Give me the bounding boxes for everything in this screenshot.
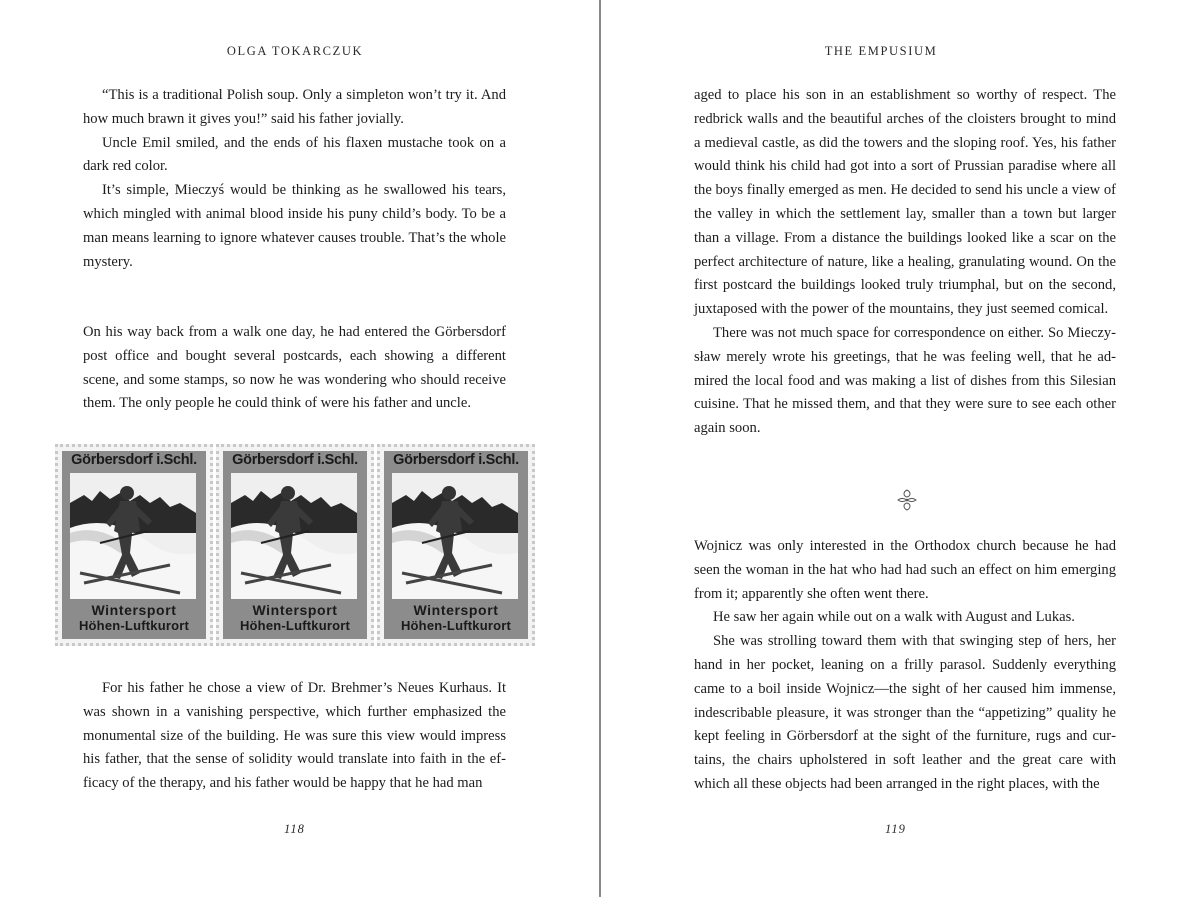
running-head-title: THE EMPUSIUM <box>824 44 938 58</box>
stamp-caption-line: Höhen-Luftkurort <box>400 618 512 633</box>
running-head-author: OLGA TOKARCZUK <box>226 44 364 58</box>
poster-stamps-strip <box>55 444 535 646</box>
paragraph: Uncle Emil smiled, and the ends of his flaxen mustache took on a dark red color. <box>83 134 506 175</box>
paragraph: She was strolling toward them with that swinging step of hers, her hand in her pocket, leaning on a frilly parasol. Suddenly everything came to a boil inside Wojnicz—the sight of her caused him immense, indescribable pleasure, it was stronger than the “appetizing” quality he kept feeling in Görbersdorf at the sight of the furniture, rugs and curtains, the chairs upholstered in soft leather and the great care with which all these objects had been arranged in the right places, with the <box>694 633 1116 792</box>
left-middle-text <box>83 321 506 416</box>
paragraph: He saw her again while out on a walk with August and Lukas. <box>713 609 1075 626</box>
right-top-text <box>694 84 1116 441</box>
stamp-top-text: Görbersdorf i.Schl. <box>232 452 358 468</box>
left-top-text <box>83 84 506 274</box>
paragraph: For his father he chose a view of Dr. Brehmer’s Neues Kurhaus. It was shown in a vanishing perspective, which further emphasized the monumental size of the building. He was sure this view would impress his father, that the sense of solidity would translate into faith in the efficacy of the therapy, and his father would be happy that he had man <box>83 680 506 792</box>
page-number: 119 <box>885 822 906 836</box>
poster-stamp <box>216 444 374 646</box>
right-page <box>601 0 1200 897</box>
stamp-caption-line: Wintersport <box>91 602 177 618</box>
paragraph: Wojnicz was only interested in the Orthodox church because he had seen the woman in the hat who had had such an effect on him emerging from it; apparently she often went there. <box>694 538 1116 602</box>
stamp-caption-line: Höhen-Luftkurort <box>239 618 351 633</box>
left-page <box>0 0 599 897</box>
stamp-caption-line: Wintersport <box>413 602 499 618</box>
skier-illustration <box>392 473 518 599</box>
paragraph: On his way back from a walk one day, he had entered the Görbersdorf post office and bought several postcards, each showing a different scene, and some stamps, so now he was wondering who should receive them. The only people he could think of were his father and uncle. <box>83 324 506 412</box>
stamp-bottom-text <box>62 603 206 633</box>
stamp-caption-line: Wintersport <box>252 602 338 618</box>
skier-illustration <box>70 473 196 599</box>
poster-stamp <box>55 444 213 646</box>
stamp-top-text: Görbersdorf i.Schl. <box>393 452 519 468</box>
stamp-bottom-text <box>384 603 528 633</box>
stamp-top-text: Görbersdorf i.Schl. <box>71 452 197 468</box>
left-bottom-text <box>83 677 506 796</box>
paragraph: It’s simple, Mieczyś would be thinking as he swallowed his tears, which mingled with animal blood inside his puny child’s body. To be a man means learning to ignore whatever causes trouble. That’s the whole mystery. <box>83 182 506 270</box>
poster-stamp <box>377 444 535 646</box>
paragraph: “This is a traditional Polish soup. Only a simpleton won’t try it. And how much brawn it gives you!” said his father jovially. <box>83 87 506 127</box>
paragraph: aged to place his son in an establishment so worthy of respect. The redbrick walls and the beautiful arches of the cloisters brought to mind a medieval castle, as did the towers and the sloping roof. Yes, his father would think his child had got into a sort of Prussian paradise where all the boys finally emerged as men. He decided to send his uncle a view of the valley in which the settlement lay, smaller than a town but larger than a village. From a distance the buildings looked like a scar on the perfect architecture of nature, like a healing, granulating wound. On the first postcard the buildings looked truly triumphal, but on the second, juxtaposed with the power of the mountains, they just seemed comical. <box>694 87 1116 318</box>
stamp-caption-line: Höhen-Luftkurort <box>78 618 190 633</box>
section-break-ornament-icon <box>896 488 918 512</box>
page-number: 118 <box>284 822 305 836</box>
paragraph: There was not much space for correspondence on either. So Mieczysław merely wrote his greetings, that he was feeling well, that he admired the local food and was making a list of dishes from this Silesian cuisine. That he missed them, and that they were sure to see each other again soon. <box>694 324 1116 437</box>
stamp-bottom-text <box>223 603 367 633</box>
right-bottom-text <box>694 535 1116 797</box>
skier-illustration <box>231 473 357 599</box>
